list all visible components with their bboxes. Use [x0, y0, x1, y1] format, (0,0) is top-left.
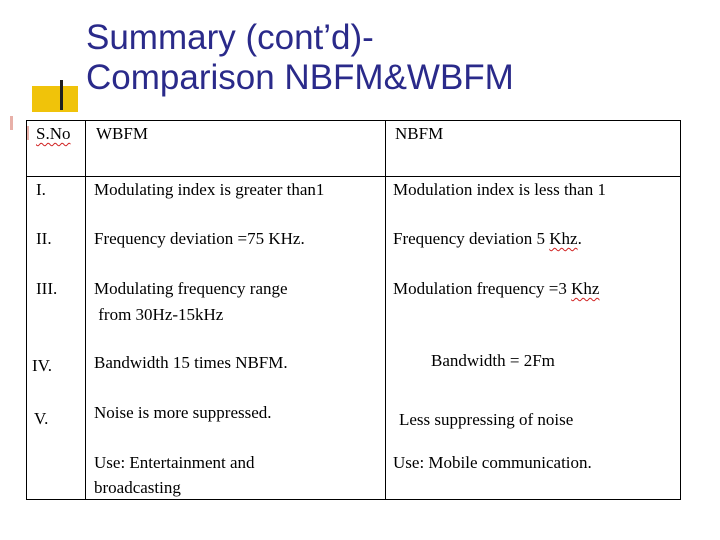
comparison-table	[26, 120, 681, 500]
row-6-wbfm-line2: broadcasting	[94, 478, 181, 497]
row-5-sno: V.	[34, 409, 49, 428]
row-1-wbfm: Modulating index is greater than1	[94, 180, 325, 199]
column-divider-2	[385, 120, 386, 500]
slide-title-line1: Summary (cont’d)-	[86, 18, 374, 57]
row-4-sno: IV.	[32, 356, 52, 375]
title-accent-line	[60, 80, 63, 110]
row-2-nbfm	[393, 226, 582, 251]
slide-title	[86, 18, 514, 98]
title-accent-bar	[32, 86, 78, 112]
row-5-nbfm: Less suppressing of noise	[399, 410, 574, 429]
slide-title-line2: Comparison NBFM&WBFM	[86, 58, 514, 97]
row-3-nbfm-unit: Khz	[571, 279, 600, 298]
row-3-nbfm-text: Modulation frequency =3	[393, 279, 572, 298]
row-6-nbfm: Use: Mobile communication.	[393, 453, 592, 472]
header-sno: S.No	[36, 124, 71, 143]
column-divider-1	[85, 120, 86, 500]
row-2-nbfm-unit: Khz	[549, 229, 578, 248]
row-3-sno: III.	[36, 279, 58, 298]
row-4-nbfm: Bandwidth = 2Fm	[431, 351, 555, 370]
row-2-nbfm-text: Frequency deviation 5	[393, 229, 550, 248]
row-2-wbfm: Frequency deviation =75 KHz.	[94, 229, 305, 248]
table-border-right	[680, 120, 681, 500]
decorative-mark	[10, 116, 13, 130]
row-6-wbfm-line1: Use: Entertainment and	[94, 453, 255, 472]
header-wbfm: WBFM	[96, 124, 148, 143]
row-3-wbfm-line1: Modulating frequency range	[94, 279, 288, 298]
row-3-nbfm	[393, 276, 599, 301]
row-2-sno: II.	[36, 229, 52, 248]
row-5-wbfm: Noise is more suppressed.	[94, 403, 272, 422]
header-nbfm: NBFM	[395, 124, 444, 143]
row-1-nbfm: Modulation index is less than 1	[393, 180, 606, 199]
row-1-sno: I.	[36, 180, 46, 199]
row-4-wbfm: Bandwidth 15 times NBFM.	[94, 353, 288, 372]
row-3-wbfm-line2: from 30Hz-15kHz	[94, 305, 224, 324]
row-2-nbfm-end: .	[577, 229, 582, 248]
table-border-left	[26, 120, 27, 500]
